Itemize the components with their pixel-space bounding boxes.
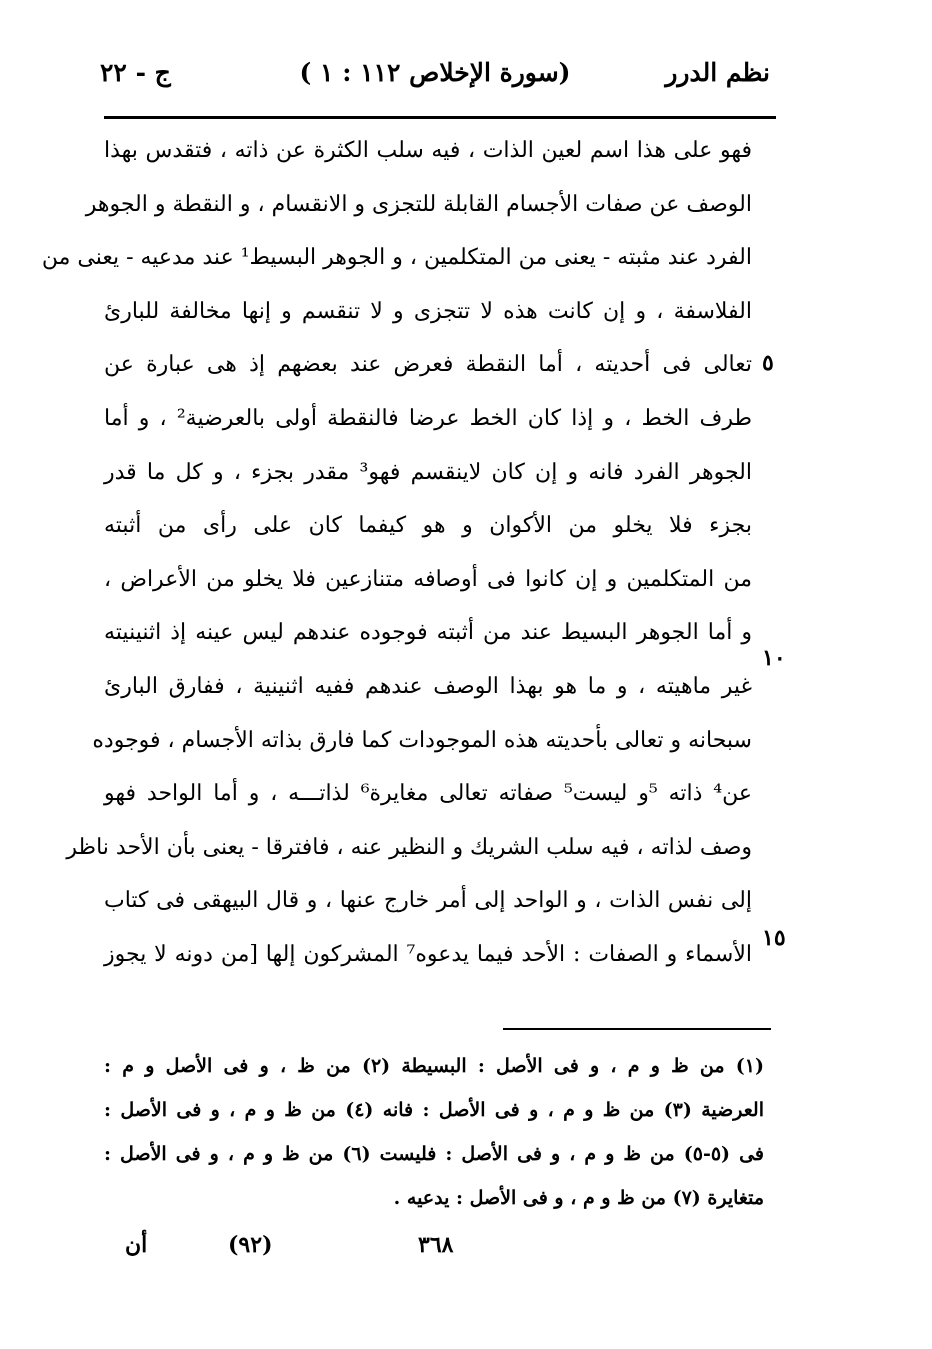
- line-number-15: ١٥: [762, 925, 786, 951]
- footnote-line: متغايرة (٧) من ظ و م ، و فى الأصل : يدعيه .: [393, 1187, 764, 1209]
- footnote-line: العرضية (٣) من ظ و م ، و فى الأصل : فانه (٤) من ظ و م ، و فى الأصل :: [104, 1099, 765, 1121]
- catchword: أن: [125, 1232, 148, 1258]
- text-line: و أما الجوهر البسيط عند من أثبته فوجوده عندهم ليس عينه إذ اثنينيته: [104, 620, 752, 646]
- text-line: الفرد عند مثبته - يعنى من المتكلمين ، و الجوهر البسيط¹ عند مدعيه - يعنى من: [41, 245, 752, 271]
- text-line: سبحانه و تعالى بأحديته هذه الموجودات كما فارق بذاته الأجسام ، فوجوده: [92, 727, 752, 753]
- text-line: بجزء فلا يخلو من الأكوان و هو كيفما كان على رأى من أثبته: [104, 513, 752, 539]
- text-line: فهو على هذا اسم لعين الذات ، فيه سلب الكثرة عن ذاته ، فتقدس بهذا: [104, 138, 752, 163]
- running-header: [100, 58, 770, 102]
- text-line: إلى نفس الذات ، و الواحد إلى أمر خارج عنها ، و قال البيهقى فى كتاب: [104, 888, 752, 914]
- text-line: من المتكلمين و إن كانوا فى أوصافه متنازعين فلا يخلو من الأعراض ،: [104, 566, 752, 592]
- footnote-rule: [503, 1028, 771, 1030]
- text-line: تعالى فى أحديته ، أما النقطة فعرض عند بعضهم إذ هى عبارة عن: [104, 352, 752, 378]
- book-title: نظم الدرر: [665, 58, 770, 87]
- footnote-line: فى (٥-٥) من ظ و م ، و فى الأصل : فليست (٦) من ظ و م ، و فى الأصل :: [104, 1143, 764, 1165]
- section-number: (٩٢): [228, 1232, 273, 1258]
- line-number-10: ١٠: [762, 645, 786, 671]
- volume-number: ج - ٢٢: [100, 58, 171, 87]
- text-line: غير ماهيته ، و ما هو بهذا الوصف عندهم ففيه اثنينية ، ففارق البارئ: [104, 673, 752, 699]
- surah-reference: (سورة الإخلاص ١١٢ : ١ ): [299, 58, 571, 87]
- text-line: الفلاسفة ، و إن كانت هذه لا تتجزى و لا تنقسم و إنها مخالفة للبارئ: [104, 298, 752, 324]
- main-text: [41, 124, 752, 982]
- footnote-line: (١) من ظ و م ، و فى الأصل : البسيطة (٢) من ظ ، و فى الأصل و م :: [104, 1055, 764, 1077]
- text-line: الأسماء و الصفات : الأحد فيما يدعوه⁷ المشركون إلها [من دونه لا يجوز: [104, 941, 752, 967]
- line-number-5: ٥: [762, 350, 774, 376]
- text-line: الوصف عن صفات الأجسام القابلة للتجزى و الانقسام ، و النقطة و الجوهر: [85, 191, 752, 217]
- text-line: الجوهر الفرد فانه و إن كان لاينقسم فهو³ مقدر بجزء ، و كل ما قدر: [104, 459, 752, 485]
- footnotes: [104, 1044, 764, 1220]
- text-line: عن⁴ ذاته ⁵و ليست⁵ صفاته تعالى مغايرة⁶ لذاتـــه ، و أما الواحد فهو: [104, 781, 752, 807]
- header-rule: [104, 116, 776, 119]
- text-line: وصف لذاته ، فيه سلب الشريك و النظير عنه ، فافترقا - يعنى بأن الأحد ناظر: [66, 834, 752, 860]
- text-line: طرف الخط ، و إذا كان الخط عرضا فالنقطة أولى بالعرضية² ، و أما: [104, 405, 752, 431]
- page-number: ٣٦٨: [418, 1232, 454, 1258]
